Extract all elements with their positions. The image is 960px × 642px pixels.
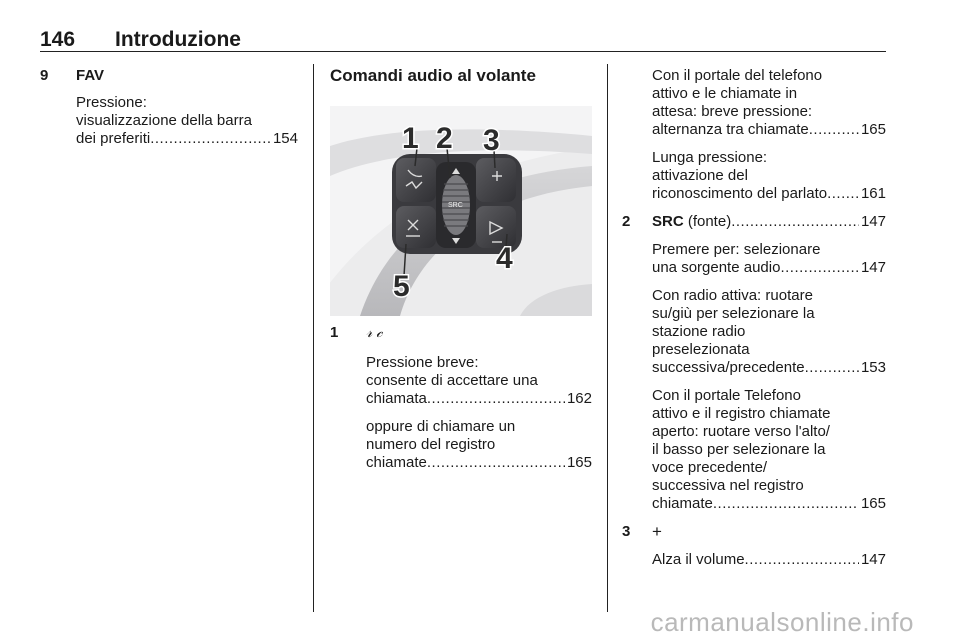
item-9 (40, 67, 298, 148)
text-line: stazione radio (652, 323, 746, 340)
text-line: attivo e il registro chiamate (652, 405, 831, 422)
left-column (40, 67, 298, 148)
item-2 (622, 213, 886, 513)
page-link[interactable]: 165 (860, 495, 886, 512)
page-number: 146 (40, 28, 76, 51)
item-label: FAV (76, 67, 105, 84)
page-reference: alternanza tra chiamate ..... 165 (652, 121, 886, 139)
text-line: Lunga pressione: (652, 149, 768, 166)
callout-2: 2 (436, 122, 453, 155)
section-title: Comandi audio al volante (330, 66, 536, 85)
steering-wheel-controls-illustration (330, 106, 592, 316)
page-link[interactable]: 153 (860, 359, 886, 376)
page-reference: SRC (fonte) ..... 147 (652, 213, 886, 231)
item-1-continued (622, 67, 886, 203)
text-line: visualizzazione della barra (76, 112, 252, 129)
text-line: attivo e le chiamate in (652, 85, 798, 102)
item-number: 9 (40, 67, 49, 84)
column-divider-right (607, 64, 608, 612)
svg-text:SRC: SRC (448, 202, 463, 209)
item-1 (330, 324, 592, 472)
page-link[interactable]: 154 (272, 130, 298, 147)
page-reference: una sorgente audio ..... 147 (652, 259, 886, 277)
callout-5: 5 (393, 270, 410, 303)
page-title: Introduzione (115, 28, 241, 51)
text-line: attesa: breve pressione: (652, 103, 813, 120)
text-line: oppure di chiamare un (366, 418, 516, 435)
page-link[interactable]: 161 (860, 185, 886, 202)
text-line: Con il portale Telefono (652, 387, 801, 404)
page-reference: chiamata ..... 162 (366, 390, 592, 408)
right-column (622, 67, 886, 569)
page-link[interactable]: 147 (860, 213, 886, 230)
page-reference: chiamate ..... 165 (652, 495, 886, 513)
text-line: aperto: ruotare verso l'alto/ (652, 423, 830, 440)
page-reference: chiamate ..... 165 (366, 454, 592, 472)
phone-hook-icon: 𝓇 𝒸 (366, 324, 383, 341)
page-reference: successiva/precedente ..... 153 (652, 359, 886, 377)
text-line: Pressione breve: (366, 354, 479, 371)
middle-column (330, 67, 592, 85)
text-line: attivazione del (652, 167, 748, 184)
text-line: numero del registro (366, 436, 496, 453)
page-link[interactable]: 162 (566, 390, 592, 407)
column-divider-left (313, 64, 314, 612)
text-line: Premere per: selezionare (652, 241, 821, 258)
text-line: preselezionata (652, 341, 750, 358)
volume-up-icon: + (652, 522, 662, 541)
callout-1: 1 (402, 122, 419, 155)
watermark: carmanualsonline.info (650, 607, 914, 637)
text-line: su/giù per selezionare la (652, 305, 815, 322)
callout-4: 4 (496, 242, 513, 275)
middle-column-items (330, 324, 592, 472)
text-line: il basso per selezionare la (652, 441, 826, 458)
callout-3: 3 (483, 124, 500, 157)
item-number: 3 (622, 523, 631, 540)
item-number: 2 (622, 213, 631, 230)
item-number: 1 (330, 324, 339, 341)
page-reference: dei preferiti ..... 154 (76, 130, 298, 148)
item-3 (622, 523, 886, 569)
page-link[interactable]: 147 (860, 551, 886, 568)
page-link[interactable]: 165 (860, 121, 886, 138)
text-line: voce precedente/ (652, 459, 768, 476)
text-line: Con il portale del telefono (652, 67, 823, 84)
page-reference: Alza il volume ..... 147 (652, 551, 886, 569)
text-line: Con radio attiva: ruotare (652, 287, 813, 304)
text-line: Pressione: (76, 94, 147, 111)
page-link[interactable]: 165 (566, 454, 592, 471)
page-header (40, 26, 886, 52)
item-label: SRC (652, 213, 684, 230)
text-line: consente di accettare una (366, 372, 538, 389)
page-link[interactable]: 147 (860, 259, 886, 276)
page-reference: riconoscimento del parlato ..... 161 (652, 185, 886, 203)
text-line: successiva nel registro (652, 477, 804, 494)
